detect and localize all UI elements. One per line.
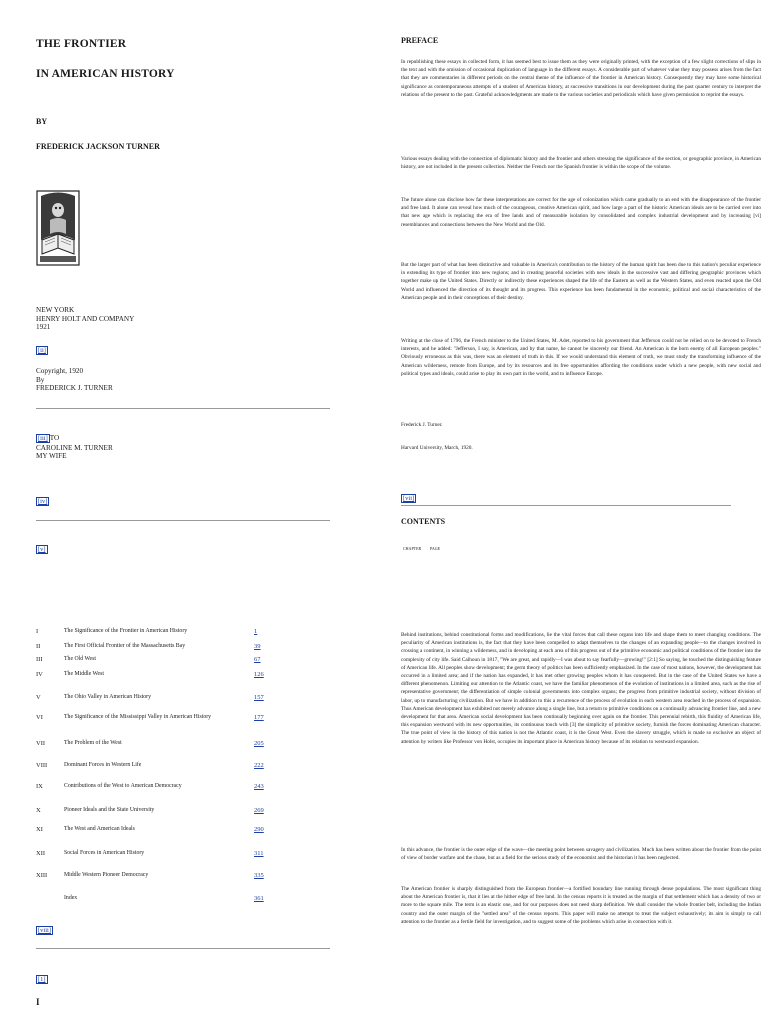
toc-chapter-number: X — [36, 807, 41, 814]
toc-chapter-title: The West and American Ideals — [64, 826, 135, 832]
toc-chapter-number: V — [36, 694, 41, 701]
toc-chapter-title: The First Official Frontier of the Massachusetts Bay — [64, 643, 186, 649]
page-link-iv[interactable]: [iv] — [38, 498, 48, 505]
toc-chapter-title: The Significance of the Frontier in American History — [64, 628, 188, 634]
toc-page-link[interactable]: 243 — [254, 783, 264, 790]
book-title-line2: IN AMERICAN HISTORY — [36, 68, 175, 80]
toc-chapter-number: VI — [36, 714, 43, 721]
toc-chapter-number: XII — [36, 850, 46, 857]
preface-paragraph-1: In republishing these essays in collected form, it has seemed best to issue them as they were originally printed, with the exception of a few slight corrections of slips in the text and with the omission of occasional duplication of language in the different essays. A considerable part of whatever value they may possess arises from the fact that they are commentaries in different periods on the central theme of the influence of the frontier in American history. Consequently they may have some historical significance as contemporaneous attempts of a student of American history, at successive transitions in our development during the past quarter century to interpret the relations of the present to the past. Grateful acknowledgments are made to the various societies and periodicals which have given permission to reprint the essays. — [401, 59, 761, 98]
toc-page-link[interactable]: 205 — [254, 740, 264, 747]
toc-page-link[interactable]: 222 — [254, 762, 264, 769]
page-link-iii[interactable]: [iii] — [38, 435, 48, 442]
preface-paragraph-2: Various essays dealing with the connection of diplomatic history and the frontier and others stressing the significance of the section, or geographic province, in American history, are not included in the present collection. Neither the French nor the Spanish frontier is within the scope of the volume. — [401, 156, 761, 171]
page-link-v[interactable]: [v] — [38, 546, 46, 553]
page-link-vii[interactable]: [vii] — [403, 495, 415, 502]
toc-chapter-number: XIII — [36, 872, 48, 879]
chapter-heading: I — [36, 997, 40, 1007]
imprint-year: 1921 — [36, 323, 51, 332]
by-label: BY — [36, 117, 48, 126]
dedication-name: CAROLINE M. TURNER — [36, 443, 113, 452]
chapter-column-label: CHAPTER — [403, 546, 422, 551]
toc-chapter-title: Pioneer Ideals and the State University — [64, 807, 155, 813]
body-paragraph-3: The American frontier is sharply distinguished from the European frontier—a fortified boundary line running through dense populations. The most significant thing about the American frontier is, that it lies at the hither edge of free land. In the census reports it is treated as the margin of that settlement which has a density of two or more to the square mile. The term is an elastic one, and for our purposes does not need sharp definition. We shall consider the whole frontier belt, including the Indian country and the outer margin of the "settled area" of the census reports. This paper will make no attempt to treat the subject exhaustively; its aim is simply to call attention to the frontier as a fertile field for investigation, and to suggest some of the problems which arise in connection with it. — [401, 886, 761, 925]
toc-chapter-number: I — [36, 628, 39, 635]
toc-chapter-number: XI — [36, 826, 43, 833]
toc-chapter-title: The Middle West — [64, 671, 104, 677]
toc-page-link[interactable]: 311 — [254, 850, 264, 857]
toc-chapter-title: Dominant Forces in Western Life — [64, 762, 142, 768]
toc-page-link[interactable]: 290 — [254, 826, 264, 833]
toc-chapter-title: Contributions of the West to American Democracy — [64, 783, 182, 789]
preface-signature: Frederick J. Turner. — [401, 422, 443, 428]
toc-page-link[interactable]: 335 — [254, 872, 264, 879]
dedication-to: TO — [49, 434, 60, 442]
toc-chapter-title: Middle Western Pioneer Democracy — [64, 872, 149, 878]
toc-chapter-title: Index — [64, 895, 78, 901]
toc-chapter-title: The Problem of the West — [64, 740, 122, 746]
copyright-by: By — [36, 375, 45, 384]
toc-chapter-title: The Ohio Valley in American History — [64, 694, 151, 700]
toc-page-link[interactable]: 177 — [254, 714, 264, 721]
toc-page-link[interactable]: 269 — [254, 807, 264, 814]
divider-1 — [36, 408, 330, 409]
preface-heading: PREFACE — [401, 36, 439, 45]
divider-4 — [401, 505, 731, 506]
page-link-1[interactable]: [1] — [38, 976, 46, 983]
imprint-publisher: HENRY HOLT AND COMPANY — [36, 314, 135, 323]
copyright-holder: FREDERICK J. TURNER — [36, 384, 113, 393]
imprint — [36, 306, 134, 332]
page-column-label: PAGE — [430, 546, 441, 551]
toc-page-link[interactable]: 157 — [254, 694, 264, 701]
toc-chapter-number: II — [36, 643, 41, 650]
copyright-line: Copyright, 1920 — [36, 367, 84, 375]
publisher-emblem-icon — [36, 190, 80, 266]
toc-chapter-title: The Old West — [64, 656, 96, 662]
divider-2 — [36, 520, 330, 521]
body-paragraph-2: In this advance, the frontier is the outer edge of the wave—the meeting point between savagery and civilization. Much has been written about the frontier from the point of view of border warfare and the chase, but as a field for the serious study of the economist and the historian it has been neglected. — [401, 847, 761, 862]
preface-place-date: Harvard University, March, 1920. — [401, 445, 473, 451]
book-title-line1: THE FRONTIER — [36, 38, 127, 50]
preface-paragraph-5: Writing at the close of 1796, the French minister to the United States, M. Adet, reported to his government that Jefferson could not be relied on to be devoted to French interests, and he added: "Jefferson, I say, is American, and by that name, he cannot be sincerely our friend. An American is the born enemy of all European peoples." Obviously erroneous as this was, there was an element of truth in this. If we would understand this element of truth, we must study the transforming influence of the American wilderness, remote from Europe, and by its resources and its free opportunities affording the conditions under which a new people, with new social and political types and ideals, could arise to play its own part in the world, and to influence Europe. — [401, 338, 761, 377]
toc-chapter-title: The Significance of the Mississippi Valley in American History — [64, 714, 212, 720]
copyright-block — [36, 367, 113, 393]
toc-chapter-number: VIII — [36, 762, 48, 769]
contents-heading: CONTENTS — [401, 517, 446, 526]
dedication-block — [36, 434, 113, 461]
toc-chapter-number: VII — [36, 740, 46, 747]
toc-chapter-title: Social Forces in American History — [64, 850, 145, 856]
divider-3 — [36, 948, 330, 949]
body-paragraph-1: Behind institutions, behind constitutional forms and modifications, lie the vital forces that call these organs into life and shape them to meet changing conditions. The peculiarity of American institutions is, the fact that they have been compelled to adapt themselves to the changes of an expanding people—to the changes involved in crossing a continent, in winning a wilderness, and in developing at each area of this progress out of the primitive economic and political conditions of the frontier into the complexity of city life. Said Calhoun in 1817, "We are great, and rapidly—I was about to say fearfully—growing!" [2:1] So saying, he touched the distinguishing feature of American life. All peoples show development; the germ theory of politics has been sufficiently emphasized. In the case of most nations, however, the development has occurred in a limited area; and if the nation has expanded, it has met other growing peoples whom it has conquered. But in the case of the United States we have a different phenomenon. Limiting our attention to the Atlantic coast, we have the familiar phenomenon of the evolution of institutions in a limited area, such as the rise of representative government; the differentiation of simple colonial governments into complex organs; the progress from primitive industrial society, without division of labor, up to manufacturing civilization. But we have in addition to this a recurrence of the process of evolution in each western area reached in the process of expansion. Thus American development has exhibited not merely advance along a single line, but a return to primitive conditions on a continually advancing frontier line, and a new development for that area. American social development has been continually beginning over again on the frontier. This perennial rebirth, this fluidity of American life, this expansion westward with its new opportunities, its continuous touch with [3] the simplicity of primitive society, furnish the forces dominating American character. The true point of view in the history of this nation is not the Atlantic coast, it is the Great West. Even the slavery struggle, which is made so exclusive an object of attention by writers like Professor von Holst, occupies its important place in American history because of its relation to westward expansion. — [401, 632, 761, 745]
page-link-ii[interactable]: [ii] — [38, 347, 46, 354]
toc-page-link[interactable]: 361 — [254, 895, 264, 902]
toc-page-link[interactable]: 126 — [254, 671, 264, 678]
toc-chapter-number: III — [36, 656, 43, 663]
preface-paragraph-3: The future alone can disclose how far these interpretations are correct for the age of colonization which came gradually to an end with the disappearance of the frontier and free land. It alone can reveal how much of the courageous, creative American spirit, and how large a part of the historic American ideals are to be carried over into that new age which is replacing the era of free lands and of measurable isolation by consolidated and complex industrial development and by increasing [vi] resemblances and connections between the New World and the Old. — [401, 197, 761, 228]
toc-chapter-number: IV — [36, 671, 43, 678]
author-name: FREDERICK JACKSON TURNER — [36, 142, 160, 151]
toc-page-link[interactable]: 39 — [254, 643, 261, 650]
preface-paragraph-4: But the larger part of what has been distinctive and valuable in America's contribution to the history of the human spirit has been due to this nation's peculiar experience in extending its type of frontier into new regions; and in creating peaceful societies with new ideals in the successive vast and differing geographic provinces which together make up the United States. Directly or indirectly these experiences shaped the life of the Eastern as well as the Western States, and even reacted upon the Old World and influenced the direction of its thought and its progress. This experience has been fundamental in the economic, political and social characteristics of the American people and in their conceptions of their destiny. — [401, 262, 761, 301]
toc-page-link[interactable]: 1 — [254, 628, 258, 635]
toc-chapter-number: IX — [36, 783, 43, 790]
toc-page-link[interactable]: 67 — [254, 656, 261, 663]
imprint-city: NEW YORK — [36, 306, 75, 314]
dedication-relation: MY WIFE — [36, 452, 67, 461]
page-link-viii[interactable]: [viii] — [38, 927, 51, 934]
